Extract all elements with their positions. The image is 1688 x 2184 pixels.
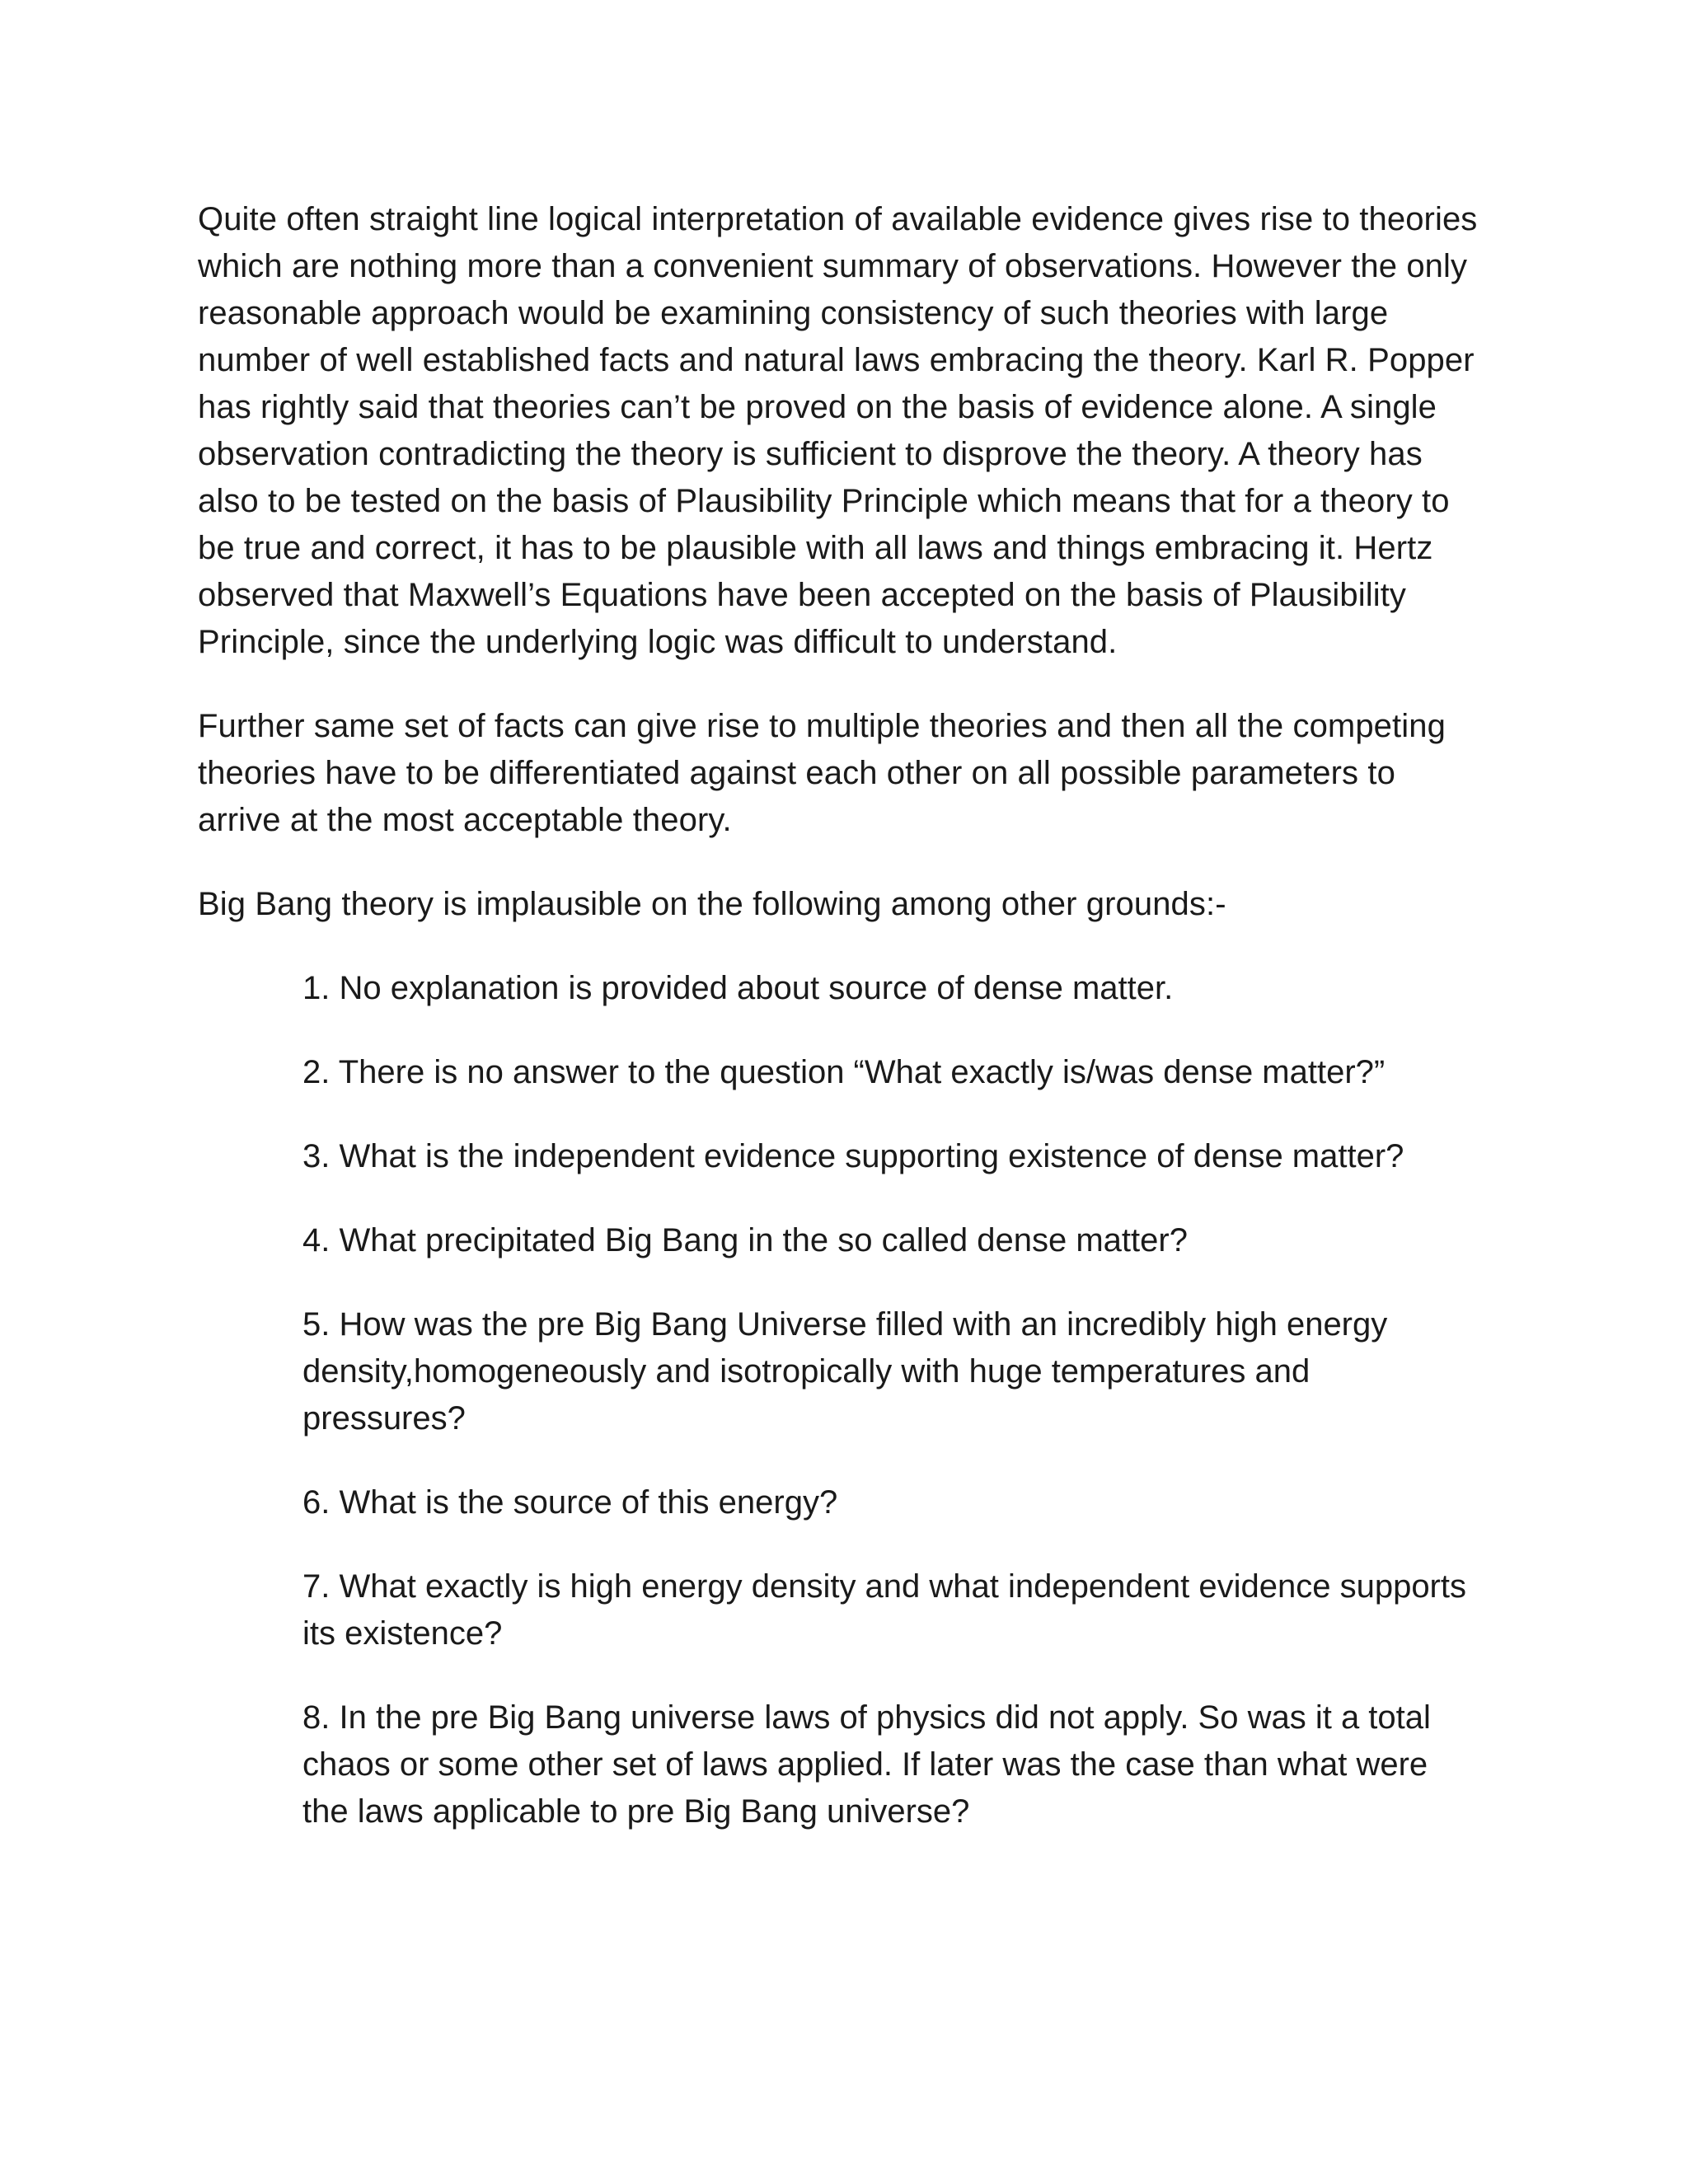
paragraph-big-bang-intro: Big Bang theory is implausible on the following among other grounds:- xyxy=(198,886,1226,922)
paragraph-competing-theories: Further same set of facts can give rise to multiple theories and then all the competing theories have to be differentiated against each other on all possible parameters to arrive at the most acceptable theory. xyxy=(198,708,1446,838)
list-item: 6. What is the source of this energy? xyxy=(302,1484,838,1521)
list-item: 8. In the pre Big Bang universe laws of physics did not apply. So was it a total chaos or some other set of laws applied. If later was the case than what were the laws applicable to pre Big Bang universe? xyxy=(302,1699,1431,1830)
list-item: 1. No explanation is provided about source of dense matter. xyxy=(302,970,1174,1006)
list-item: 4. What precipitated Big Bang in the so called dense matter? xyxy=(302,1222,1188,1258)
grounds-list xyxy=(198,965,1479,1835)
list-item: 7. What exactly is high energy density and what independent evidence supports its existence? xyxy=(302,1568,1466,1652)
document-page xyxy=(198,196,1479,1835)
list-item: 5. How was the pre Big Bang Universe filled with an incredibly high energy density,homogeneously and isotropically with huge temperatures and pressures? xyxy=(302,1306,1388,1436)
paragraph-evidence-theories: Quite often straight line logical interpretation of available evidence gives rise to theories which are nothing more than a convenient summary of observations. However the only reasonable approach would be examining consistency of such theories with large number of well established facts and natural laws embracing the theory. Karl R. Popper has rightly said that theories can’t be proved on the basis of evidence alone. A single observation contradicting the theory is sufficient to disprove the theory. A theory has also to be tested on the basis of Plausibility Principle which means that for a theory to be true and correct, it has to be plausible with all laws and things embracing it. Hertz observed that Maxwell’s Equations have been accepted on the basis of Plausibility Principle, since the underlying logic was difficult to understand. xyxy=(198,201,1478,660)
list-item: 2. There is no answer to the question “What exactly is/was dense matter?” xyxy=(302,1054,1386,1090)
list-item: 3. What is the independent evidence supporting existence of dense matter? xyxy=(302,1138,1404,1174)
